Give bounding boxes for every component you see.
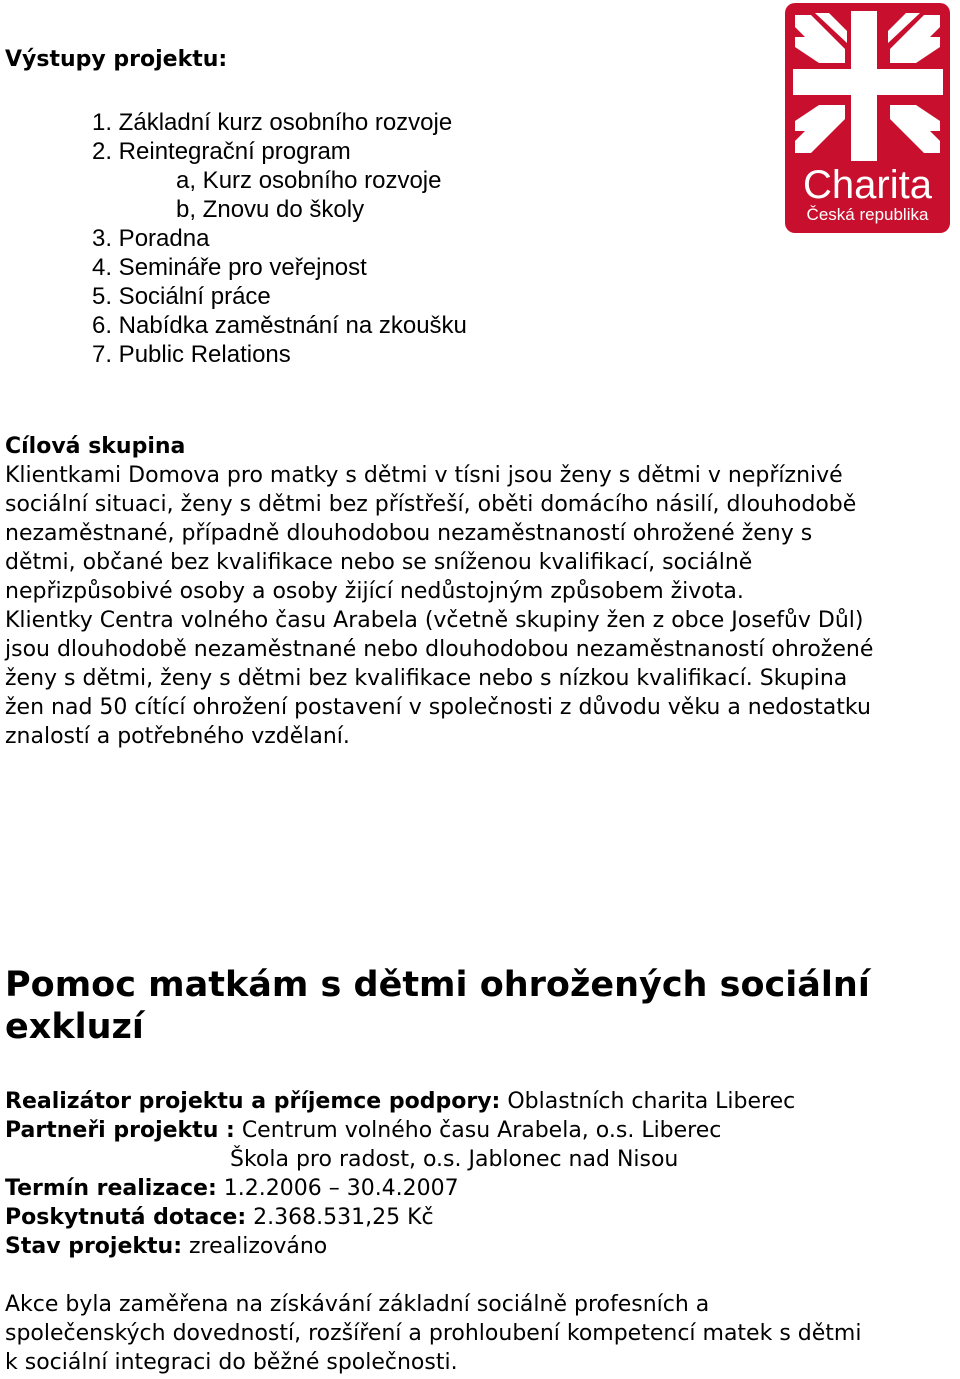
status-label: Stav projektu: bbox=[5, 1234, 182, 1259]
text-line: znalostí a potřebného vzdělaní. bbox=[5, 724, 350, 749]
list-item: 3. Poradna bbox=[92, 225, 210, 252]
text-line: sociální situaci, ženy s dětmi bez přístřeší, oběti domácího násilí, dlouhodobě bbox=[5, 492, 857, 517]
implementer-label: Realizátor projektu a příjemce podpory: bbox=[5, 1089, 501, 1114]
list-item: 7. Public Relations bbox=[92, 341, 291, 368]
target-group-text bbox=[5, 461, 950, 751]
charita-logo bbox=[785, 3, 950, 233]
list-subitem: a, Kurz osobního rozvoje bbox=[176, 167, 442, 194]
implementer-value: Oblastních charita Liberec bbox=[500, 1089, 796, 1114]
text-line: Klientky Centra volného času Arabela (včetně skupiny žen z obce Josefův Důl) bbox=[5, 608, 864, 633]
logo-name: Charita bbox=[803, 163, 932, 207]
text-line: ženy s dětmi, ženy s dětmi bez kvalifikace nebo s nízkou kvalifikací. Skupina bbox=[5, 666, 848, 691]
list-subitem: b, Znovu do školy bbox=[176, 196, 365, 223]
grant-label: Poskytnutá dotace: bbox=[5, 1205, 247, 1230]
term-value: 1.2.2006 – 30.4.2007 bbox=[216, 1176, 459, 1201]
partners-label: Partneři projektu : bbox=[5, 1118, 235, 1143]
grant-row bbox=[5, 1203, 434, 1232]
charita-cross-icon bbox=[785, 3, 950, 168]
term-row bbox=[5, 1174, 459, 1203]
target-group-heading: Cílová skupina bbox=[5, 434, 186, 459]
text-line: dětmi, občané bez kvalifikace nebo se sníženou kvalifikací, sociálně bbox=[5, 550, 753, 575]
text-line: nezaměstnané, případně dlouhodobou nezaměstnaností ohrožené ženy s bbox=[5, 521, 813, 546]
partners-value: Centrum volného času Arabela, o.s. Liberec bbox=[234, 1118, 722, 1143]
outputs-heading: Výstupy projektu: bbox=[5, 47, 228, 72]
grant-value: 2.368.531,25 Kč bbox=[246, 1205, 434, 1230]
status-value: zrealizováno bbox=[182, 1234, 328, 1259]
partners-value-2: Škola pro radost, o.s. Jablonec nad Nisou bbox=[230, 1147, 679, 1172]
text-line: Akce byla zaměřena na získávání základní sociálně profesních a bbox=[5, 1292, 710, 1317]
list-item: 5. Sociální práce bbox=[92, 283, 271, 310]
partners-row bbox=[5, 1116, 721, 1145]
text-line: společenských dovedností, rozšíření a prohloubení kompetencí matek s dětmi bbox=[5, 1321, 862, 1346]
term-label: Termín realizace: bbox=[5, 1176, 217, 1201]
text-line: jsou dlouhodobě nezaměstnané nebo dlouhodobou nezaměstnaností ohrožené bbox=[5, 637, 874, 662]
text-line: k sociální integraci do běžné společnosti. bbox=[5, 1350, 458, 1375]
text-line: Klientkami Domova pro matky s dětmi v tísni jsou ženy s dětmi v nepříznivé bbox=[5, 463, 843, 488]
outputs-list bbox=[92, 108, 467, 369]
project-title-line2: exkluzí bbox=[5, 1007, 144, 1047]
project-title-line1: Pomoc matkám s dětmi ohrožených sociální bbox=[5, 965, 870, 1005]
list-item: 2. Reintegrační program bbox=[92, 138, 351, 165]
status-row bbox=[5, 1232, 327, 1261]
implementer-row bbox=[5, 1087, 795, 1116]
text-line: nepřizpůsobivé osoby a osoby žijící nedůstojným způsobem života. bbox=[5, 579, 744, 604]
list-item: 4. Semináře pro veřejnost bbox=[92, 254, 367, 281]
project-description bbox=[5, 1290, 950, 1377]
logo-subtitle: Česká republika bbox=[806, 205, 929, 224]
text-line: žen nad 50 cítící ohrožení postavení v společnosti z důvodu věku a nedostatku bbox=[5, 695, 871, 720]
list-item: 6. Nabídka zaměstnání na zkoušku bbox=[92, 312, 467, 339]
list-item: 1. Základní kurz osobního rozvoje bbox=[92, 109, 453, 136]
